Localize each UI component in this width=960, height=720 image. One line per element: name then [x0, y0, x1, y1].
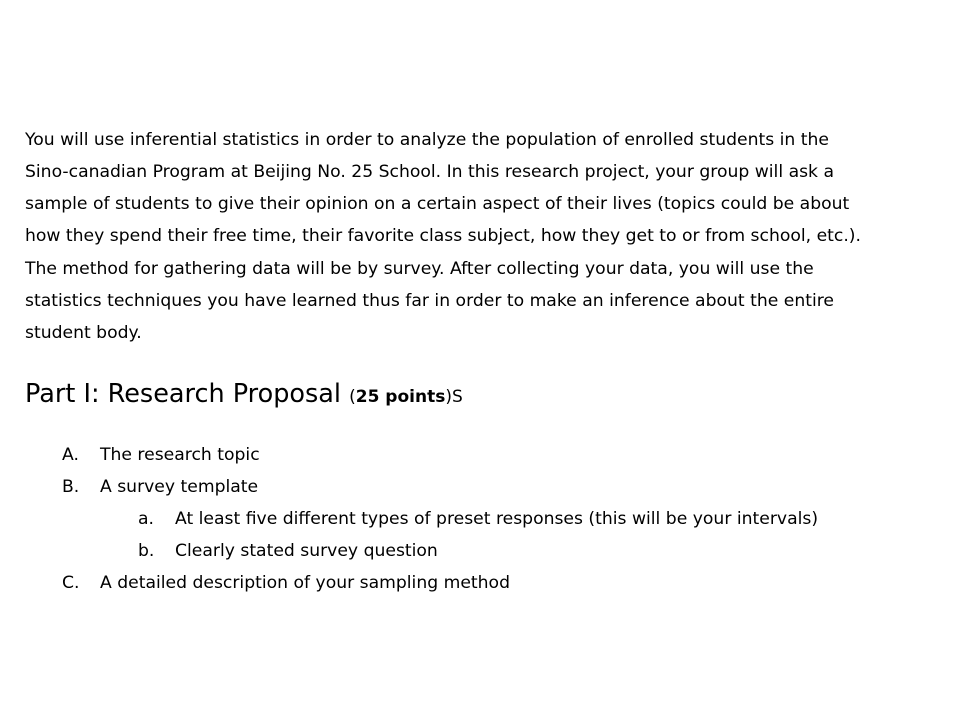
list-marker: C. [62, 573, 80, 593]
truncated-text: S [451, 387, 463, 407]
list-item-text: At least five different types of preset responses (this will be your intervals) [175, 509, 819, 529]
list-subitem [138, 509, 898, 531]
list-item [62, 477, 462, 499]
list-item-text: A survey template [100, 477, 259, 497]
points-label: 25 points [355, 387, 446, 407]
paragraph-line: how they spend their free time, their favorite class subject, how they get to or from school, etc.). [25, 226, 861, 246]
list-item-text: The research topic [100, 445, 260, 465]
points-close-paren: ) [445, 387, 452, 407]
list-marker: a. [138, 509, 154, 529]
list-marker: B. [62, 477, 80, 497]
paragraph-line: student body. [25, 323, 142, 343]
points-note [349, 387, 452, 407]
section-title: Part I: Research Proposal [25, 379, 341, 409]
paragraph-line: The method for gathering data will be by survey. After collecting your data, you will use the [25, 259, 814, 279]
paragraph-line: sample of students to give their opinion on a certain aspect of their lives (topics could be about [25, 194, 850, 214]
paragraph-line: Sino-canadian Program at Beijing No. 25 School. In this research project, your group will ask a [25, 162, 835, 182]
list-item [62, 573, 662, 595]
list-subitem [138, 541, 638, 563]
paragraph-line: statistics techniques you have learned thus far in order to make an inference about the entire [25, 291, 835, 311]
paragraph-line: You will use inferential statistics in order to analyze the population of enrolled students in the [25, 130, 829, 150]
list-item [62, 445, 462, 467]
list-marker: b. [138, 541, 155, 561]
list-marker: A. [62, 445, 79, 465]
points-open-paren: ( [349, 387, 356, 407]
list-item-text: Clearly stated survey question [175, 541, 438, 561]
list-item-text: A detailed description of your sampling method [100, 573, 510, 593]
section-heading [25, 378, 463, 413]
